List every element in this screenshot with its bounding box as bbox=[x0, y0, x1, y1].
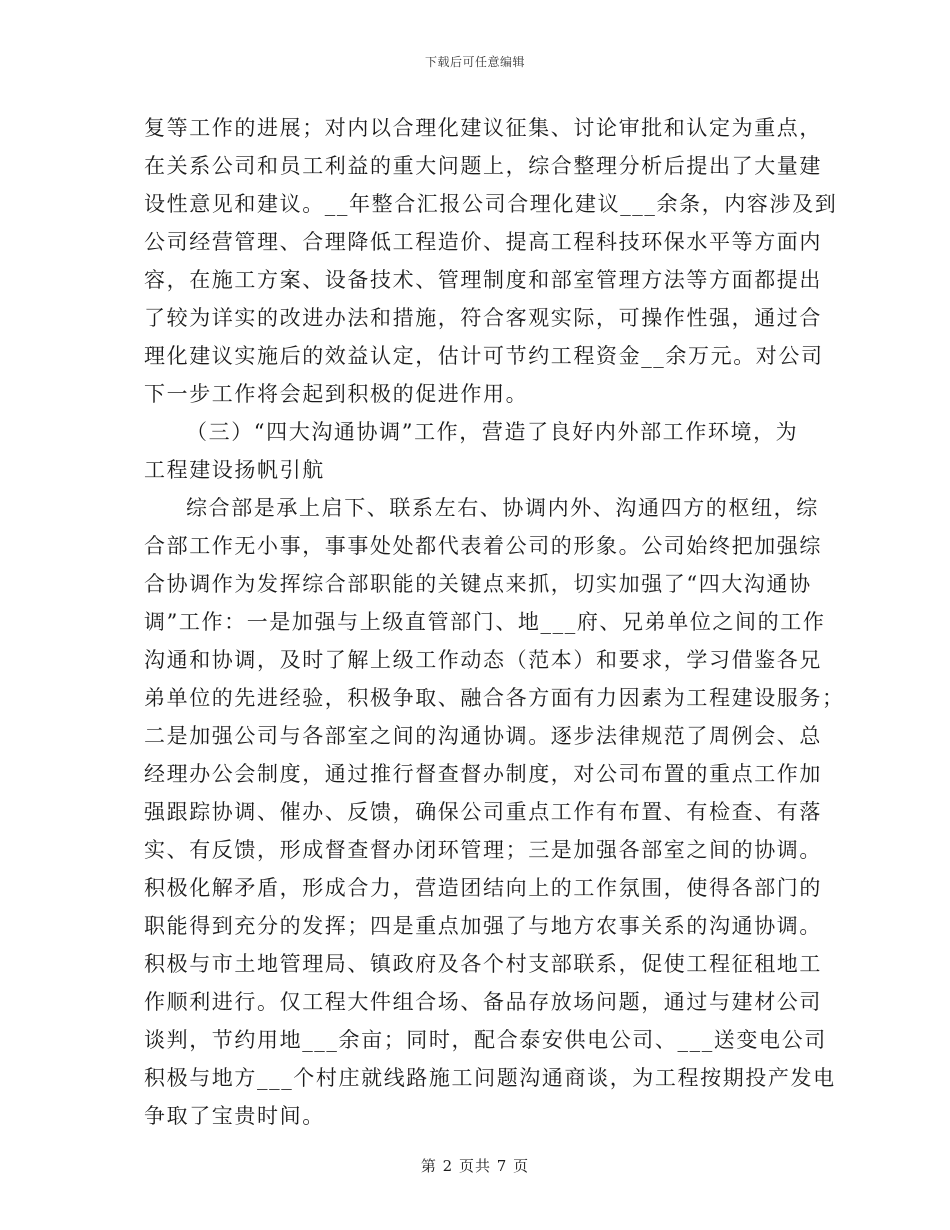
text-line: 复等工作的进展；对内以合理化建议征集、讨论审批和认定为重点， bbox=[144, 116, 822, 140]
text-line: 公司经营管理、合理降低工程造价、提高工程科技环保水平等方面内 bbox=[144, 230, 822, 254]
section-heading: （三）“四大沟通协调”工作，营造了良好内外部工作环境，为 bbox=[186, 420, 799, 444]
page-number: 第 2 页共 7 页 bbox=[420, 1157, 530, 1175]
text-line: 了较为详实的改进办法和措施，符合客观实际，可操作性强，通过合 bbox=[144, 306, 822, 330]
text-line: 沟通和协调，及时了解上级工作动态（范本）和要求，学习借鉴各兄 bbox=[144, 648, 822, 672]
text-line: 积极与市土地管理局、镇政府及各个村支部联系，促使工程征租地工 bbox=[144, 952, 822, 976]
page-header: 下载后可任意编辑 bbox=[424, 55, 525, 69]
text-line: 下一步工作将会起到积极的促进作用。 bbox=[144, 382, 529, 406]
section-heading-continued: 工程建设扬帆引航 bbox=[144, 458, 325, 482]
text-line: 经理办公会制度，通过推行督查督办制度，对公司布置的重点工作加 bbox=[144, 762, 822, 786]
text-line: 在关系公司和员工利益的重大问题上，综合整理分析后提出了大量建 bbox=[144, 154, 822, 178]
text-line: 容，在施工方案、设备技术、管理制度和部室管理方法等方面都提出 bbox=[144, 268, 822, 292]
text-line: 谈判，节约用地___余亩；同时，配合泰安供电公司、___送变电公司 bbox=[144, 1028, 827, 1052]
document-body bbox=[144, 113, 845, 1139]
text-line: 争取了宝贵时间。 bbox=[144, 1104, 325, 1128]
text-line: 合协调作为发挥综合部职能的关键点来抓，切实加强了“四大沟通协 bbox=[144, 572, 812, 596]
text-line: 职能得到充分的发挥；四是重点加强了与地方农事关系的沟通协调。 bbox=[144, 914, 822, 938]
text-line: 作顺利进行。仅工程大件组合场、备品存放场问题，通过与建材公司 bbox=[144, 990, 822, 1014]
text-line: 实、有反馈，形成督查督办闭环管理；三是加强各部室之间的协调。 bbox=[144, 838, 822, 862]
text-line: 设性意见和建议。__年整合汇报公司合理化建议___余条，内容涉及到 bbox=[144, 192, 838, 216]
text-line: 合部工作无小事，事事处处都代表着公司的形象。公司始终把加强综 bbox=[144, 534, 822, 558]
text-line: 二是加强公司与各部室之间的沟通协调。逐步法律规范了周例会、总 bbox=[144, 724, 822, 748]
text-line: 强跟踪协调、催办、反馈，确保公司重点工作有布置、有检查、有落 bbox=[144, 800, 822, 824]
text-line: 调”工作：一是加强与上级直管部门、地___府、兄弟单位之间的工作 bbox=[144, 610, 826, 634]
text-line: 积极化解矛盾，形成合力，营造团结向上的工作氛围，使得各部门的 bbox=[144, 876, 822, 900]
text-line: 积极与地方___个村庄就线路施工问题沟通商谈，为工程按期投产发电 bbox=[144, 1066, 836, 1090]
text-line: 理化建议实施后的效益认定，估计可节约工程资金__余万元。对公司 bbox=[144, 344, 824, 368]
text-line: 综合部是承上启下、联系左右、协调内外、沟通四方的枢纽，综 bbox=[186, 496, 819, 520]
text-line: 弟单位的先进经验，积极争取、融合各方面有力因素为工程建设服务； bbox=[144, 686, 845, 710]
